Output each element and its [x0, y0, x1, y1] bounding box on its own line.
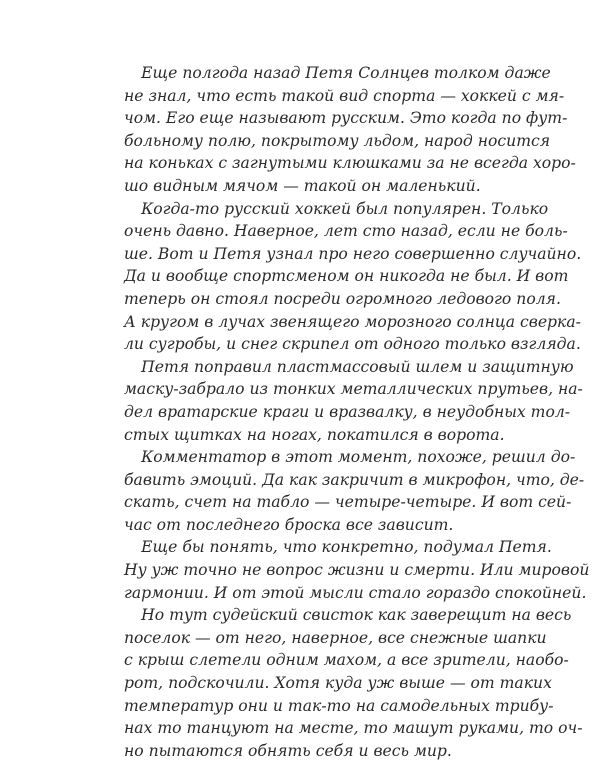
text-line: очень давно. Наверное, лет сто назад, если не боль-	[124, 222, 568, 241]
text-line: нах то танцуют на месте, то машут руками, то оч-	[124, 719, 583, 738]
text-line: Но тут судейский свисток как заверещит на весь	[141, 606, 572, 625]
text-line: но пытаются обнять себя и весь мир.	[124, 741, 452, 760]
text-line: гармонии. И от этой мысли стало гораздо спокойней.	[124, 583, 587, 602]
paragraph	[124, 198, 582, 356]
text-line: больному полю, покрытому льдом, народ носится	[124, 131, 551, 150]
text-line: скать, счет на табло — четыре-четыре. И вот сей-	[124, 493, 572, 512]
text-line: стых щитках на ногах, покатился в ворота.	[124, 425, 505, 444]
text-line: шо видным мячом — такой он маленький.	[124, 176, 481, 195]
text-line: теперь он стоял посреди огромного ледового поля.	[124, 289, 561, 308]
text-line: температур они и так-то на самодельных трибу-	[124, 696, 554, 715]
text-line: Петя поправил пластмассовый шлем и защитную	[141, 357, 574, 376]
text-line: ше. Вот и Петя узнал про него совершенно случайно.	[124, 244, 582, 263]
paragraph	[124, 604, 583, 762]
text-line: на коньках с загнутыми клюшками за не всегда хоро-	[124, 154, 576, 173]
text-line: Ну уж точно не вопрос жизни и смерти. Или мировой	[124, 561, 590, 580]
text-line: Когда-то русский хоккей был популярен. Только	[141, 199, 549, 218]
text-line: Да и вообще спортсменом он никогда не был. И вот	[124, 267, 569, 286]
paragraph	[124, 446, 585, 536]
body-text	[124, 62, 590, 762]
text-line: рот, подскочили. Хотя куда уж выше — от таких	[124, 674, 552, 693]
text-line: с крыш слетели одним махом, а все зрители, наобо-	[124, 651, 569, 670]
text-line: А кругом в лучах звенящего морозного солнца сверка-	[124, 312, 581, 331]
text-line: Еще полгода назад Петя Солнцев толком даже	[141, 64, 551, 82]
text-line: Комментатор в этот момент, похоже, решил до-	[141, 448, 576, 467]
text-line: час от последнего броска все зависит.	[124, 515, 454, 534]
paragraph	[124, 62, 576, 198]
text-line: не знал, что есть такой вид спорта — хоккей с мя-	[124, 86, 565, 105]
text-line: поселок — от него, наверное, все снежные шапки	[124, 628, 547, 647]
text-line: дел вратарские краги и вразвалку, в неудобных тол-	[124, 402, 571, 421]
text-line: чом. Его еще называют русским. Это когда по фут-	[124, 109, 568, 128]
paragraph	[124, 356, 583, 446]
text-line: бавить эмоций. Да как закричит в микрофон, что, де-	[124, 470, 585, 489]
text-line: ли сугробы, и снег скрипел от одного только взгляда.	[124, 335, 581, 354]
paragraph	[124, 536, 590, 604]
text-line: Еще бы понять, что конкретно, подумал Петя.	[141, 538, 552, 557]
text-line: маску-забрало из тонких металлических прутьев, на-	[124, 380, 583, 399]
